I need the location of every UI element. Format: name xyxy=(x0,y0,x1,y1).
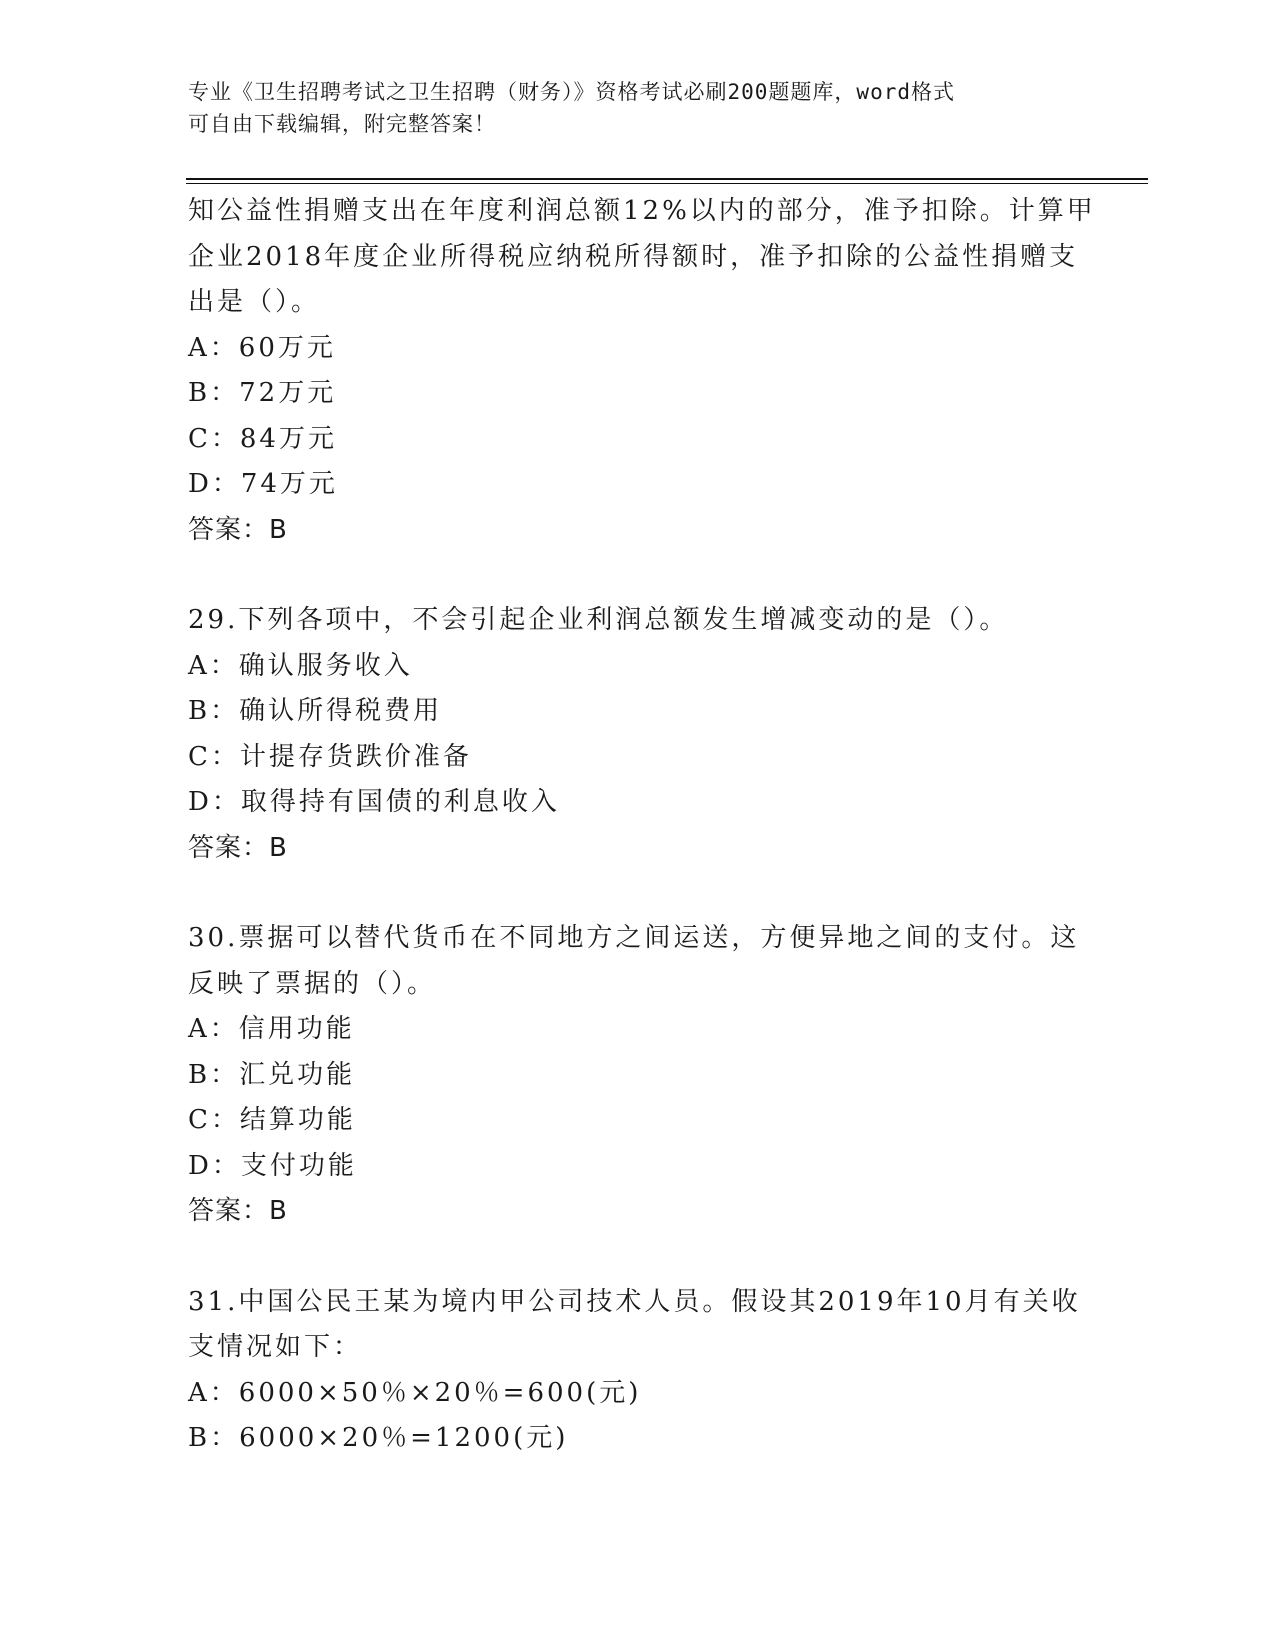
option-b: B：6000×20％=1200(元) xyxy=(188,1423,569,1453)
spacer xyxy=(188,871,1088,916)
header-rule-thin xyxy=(186,183,1148,184)
question-stem-line: 知公益性捐赠支出在年度利润总额12%以内的部分，准予扣除。计算甲 xyxy=(188,196,1096,226)
option-b: B：汇兑功能 xyxy=(188,1059,356,1090)
spacer xyxy=(188,553,1088,598)
option-a: A：确认服务收入 xyxy=(188,650,413,681)
header-line-1: 专业《卫生招聘考试之卫生招聘（财务）》资格考试必刷200题题库，word格式 xyxy=(188,80,955,104)
header-line-2: 可自由下载编辑，附完整答案！ xyxy=(188,112,496,136)
question-29 xyxy=(188,598,1088,871)
option-c: C：结算功能 xyxy=(188,1105,356,1135)
question-stem-line: 出是（）。 xyxy=(188,287,321,317)
question-stem-line: 29.下列各项中，不会引起企业利润总额发生增减变动的是（）。 xyxy=(188,605,1009,635)
question-stem-line: 30.票据可以替代货币在不同地方之间运送，方便异地之间的支付。这 xyxy=(188,923,1080,953)
question-28-continued xyxy=(188,189,1096,553)
question-31 xyxy=(188,1280,1088,1462)
question-stem-line: 支情况如下： xyxy=(188,1332,363,1362)
option-d: D：74万元 xyxy=(188,469,338,499)
answer-line: 答案：B xyxy=(188,1196,288,1226)
option-b: B：确认所得税费用 xyxy=(188,696,443,726)
answer-line: 答案：B xyxy=(188,514,288,545)
option-d: D：支付功能 xyxy=(188,1150,357,1181)
spacer xyxy=(188,1235,1088,1280)
option-a: A：6000×50％×20％=600(元) xyxy=(188,1377,642,1408)
question-stem-line: 31.中国公民王某为境内甲公司技术人员。假设其2019年10月有关收 xyxy=(188,1286,1081,1317)
option-a: A：信用功能 xyxy=(188,1014,355,1044)
answer-line: 答案：B xyxy=(188,832,288,863)
option-b: B：72万元 xyxy=(188,378,337,408)
option-a: A：60万元 xyxy=(188,332,336,363)
question-stem-line: 企业2018年度企业所得税应纳税所得额时，准予扣除的公益性捐赠支 xyxy=(188,241,1079,272)
document-header xyxy=(188,76,1088,140)
option-c: C：计提存货跌价准备 xyxy=(188,741,472,772)
question-30 xyxy=(188,916,1088,1235)
question-stem-line: 反映了票据的（）。 xyxy=(188,968,437,999)
header-rule-thick xyxy=(186,178,1148,180)
question-list xyxy=(188,189,1096,1462)
option-d: D：取得持有国债的利息收入 xyxy=(188,787,560,817)
option-c: C：84万元 xyxy=(188,423,337,454)
